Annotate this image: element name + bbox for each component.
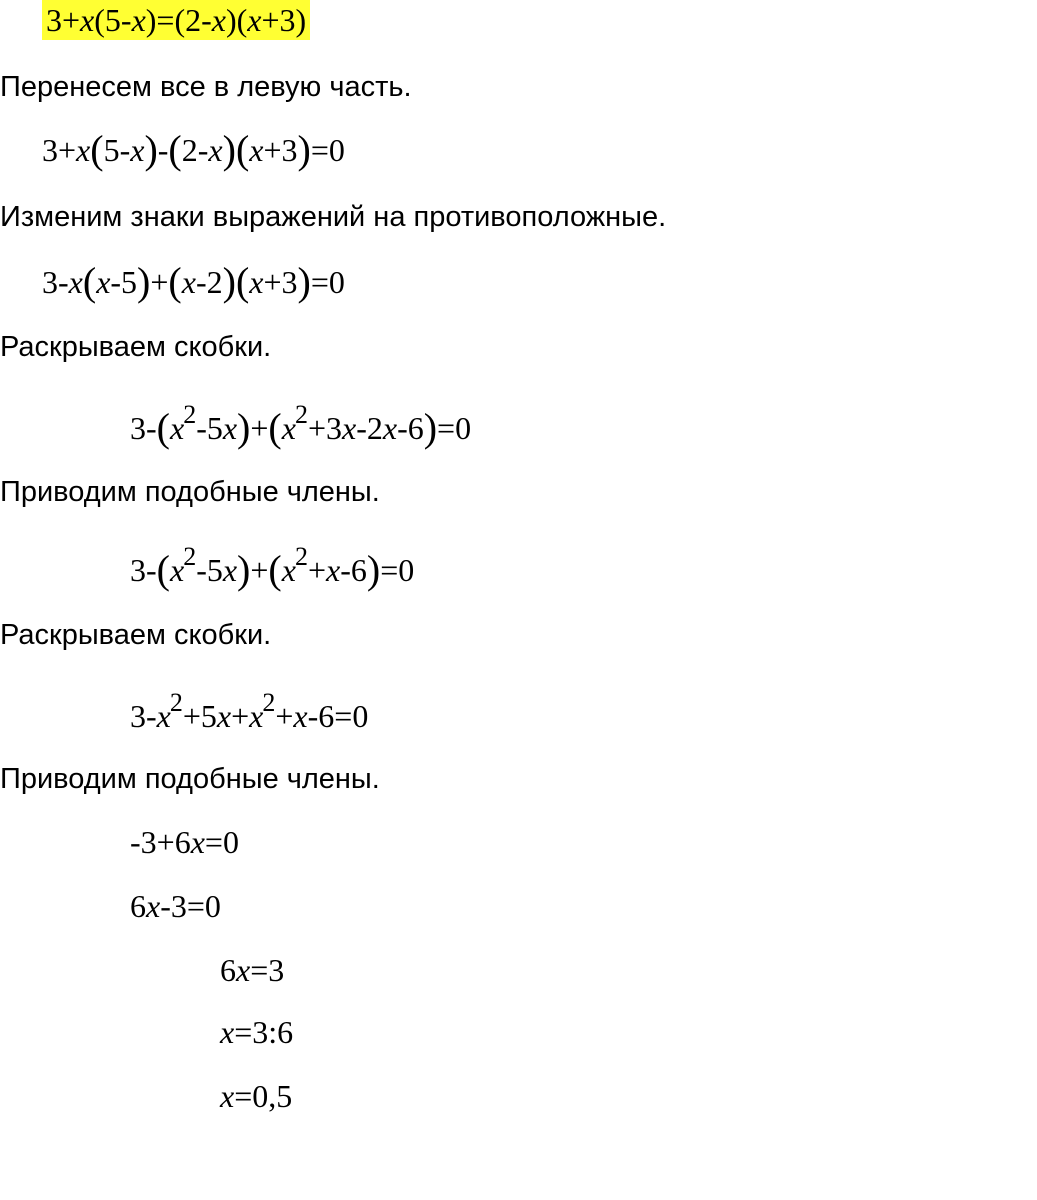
step-4-comment: Приводим подобные члены. xyxy=(0,476,380,508)
highlighted-equation: 3+x(5-x)=(2-x)(x+3) xyxy=(42,0,310,40)
step-6-equation-5: x=0,5 xyxy=(220,1078,293,1114)
step-3-equation: $3-(x^2-5x)+(x^2+3x-2x-6)=0$ xyxy=(130,400,472,450)
step-6-equation-1: -3+6x=0 xyxy=(130,824,239,860)
step-5-comment: Раскрываем скобки. xyxy=(0,619,272,651)
step-4-equation: $3-(x^2-5x)+(x^2+x-6)=0$ xyxy=(130,542,415,592)
step-2-equation: 3-x(x-5)+(x-2)(x+3)=0 xyxy=(42,259,345,304)
step-1-comment: Перенесем все в левую часть. xyxy=(0,71,412,103)
step-6-comment: Приводим подобные члены. xyxy=(0,763,380,795)
step-6-equation-4: x=3:6 xyxy=(220,1014,294,1050)
step-3-comment: Раскрываем скобки. xyxy=(0,331,272,363)
step-6-equation-2: 6x-3=0 xyxy=(130,888,221,924)
step-1-equation: 3+x(5-x)-(2-x)(x+3)=0 xyxy=(42,127,345,172)
step-5-equation: $3-x^2+5x+x^2+x-6=0$ xyxy=(130,688,369,734)
step-6-equation-3: 6x=3 xyxy=(220,952,285,988)
initial-equation xyxy=(42,0,310,40)
step-2-comment: Изменим знаки выражений на противоположные. xyxy=(0,201,667,233)
